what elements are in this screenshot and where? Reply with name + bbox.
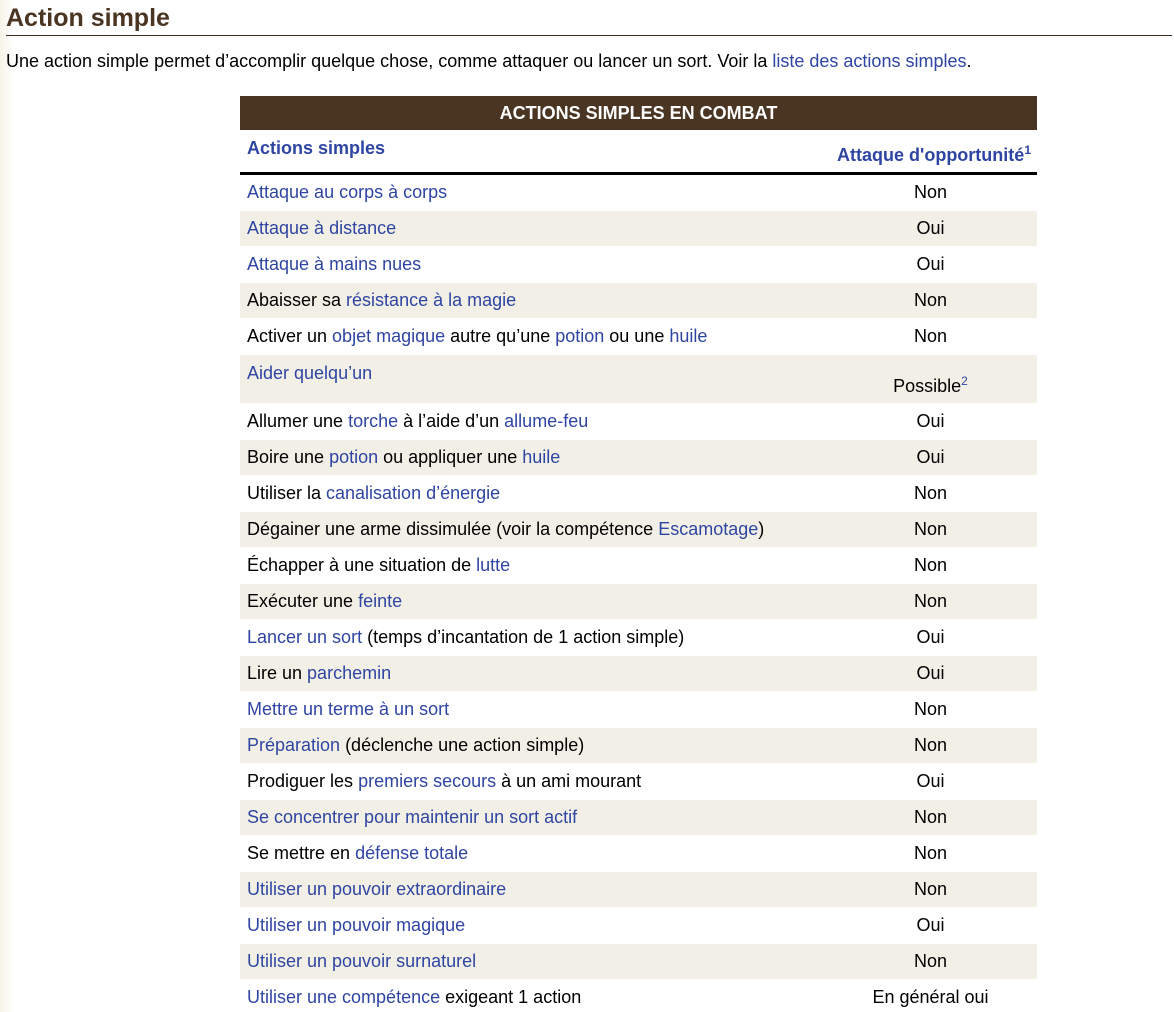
action-link[interactable]: canalisation d’énergie: [326, 483, 501, 503]
table-row: [240, 908, 1037, 944]
action-link[interactable]: parchemin: [307, 663, 392, 683]
aoo-value: Oui: [916, 915, 945, 935]
action-link[interactable]: huile: [522, 447, 561, 467]
action-cell: [240, 944, 824, 980]
action-link[interactable]: Utiliser un pouvoir magique: [247, 915, 466, 935]
action-cell: [240, 512, 824, 548]
aoo-cell: [824, 355, 1037, 404]
table-row: [240, 476, 1037, 512]
aoo-cell: [824, 247, 1037, 283]
table-row: [240, 944, 1037, 980]
aoo-value: Non: [913, 182, 948, 202]
action-cell: [240, 174, 824, 211]
aoo-cell: [824, 476, 1037, 512]
intro-text: Une action simple permet d’accomplir quelque chose, comme attaquer ou lancer un sort. Voir la: [6, 51, 773, 71]
action-text: Exécuter une: [247, 591, 359, 611]
aoo-value: Non: [913, 735, 948, 755]
aoo-cell: [824, 620, 1037, 656]
table-row: [240, 174, 1037, 211]
action-link[interactable]: lutte: [476, 555, 511, 575]
combat-actions-table-wrapper: [240, 96, 1037, 1012]
action-cell: [240, 355, 824, 404]
action-link[interactable]: feinte: [358, 591, 403, 611]
aoo-value: Oui: [916, 411, 945, 431]
combat-actions-table: [240, 96, 1037, 1012]
aoo-cell: [824, 980, 1037, 1012]
aoo-value: Non: [913, 951, 948, 971]
action-link[interactable]: Attaque au corps à corps: [247, 182, 448, 202]
action-link[interactable]: résistance à la magie: [346, 290, 517, 310]
action-cell: [240, 764, 824, 800]
action-text: à l’aide d’un: [398, 411, 505, 431]
action-text: ): [758, 519, 765, 539]
header-actions: Actions simples: [240, 130, 824, 174]
action-cell: [240, 980, 824, 1012]
aoo-cell: [824, 836, 1037, 872]
table-row: [240, 656, 1037, 692]
title-divider: [6, 35, 1172, 36]
action-link[interactable]: Lancer un sort: [247, 627, 363, 647]
action-link[interactable]: Utiliser une compétence: [247, 987, 441, 1007]
action-cell: [240, 548, 824, 584]
action-link[interactable]: potion: [329, 447, 379, 467]
action-link[interactable]: Préparation: [247, 735, 341, 755]
table-row: [240, 283, 1037, 319]
intro-paragraph: [6, 50, 972, 72]
action-link[interactable]: Mettre un terme à un sort: [247, 699, 450, 719]
table-row: [240, 872, 1037, 908]
header-aoo-label: Attaque d'opportunité: [837, 145, 1025, 165]
aoo-cell: [824, 800, 1037, 836]
table-row: [240, 584, 1037, 620]
action-cell: [240, 476, 824, 512]
aoo-value: Non: [913, 290, 948, 310]
action-link[interactable]: Attaque à distance: [247, 218, 397, 238]
action-link[interactable]: Se concentrer pour maintenir un sort actif: [247, 807, 578, 827]
action-text: Dégainer une arme dissimulée (voir la compétence: [247, 519, 659, 539]
aoo-cell: [824, 692, 1037, 728]
aoo-value: Oui: [916, 447, 945, 467]
action-link[interactable]: Utiliser un pouvoir extraordinaire: [247, 879, 507, 899]
action-link[interactable]: torche: [348, 411, 399, 431]
action-cell: [240, 440, 824, 476]
action-text: Se mettre en: [247, 843, 356, 863]
action-cell: [240, 319, 824, 355]
action-cell: [240, 872, 824, 908]
aoo-value: Oui: [916, 218, 945, 238]
footnote-ref-2[interactable]: [961, 374, 968, 388]
aoo-cell: [824, 283, 1037, 319]
aoo-value: Non: [913, 807, 948, 827]
aoo-value: Non: [913, 699, 948, 719]
action-text: Utiliser la: [247, 483, 327, 503]
action-text: ou une: [604, 326, 670, 346]
action-cell: [240, 584, 824, 620]
aoo-cell: [824, 944, 1037, 980]
footnote-link-1[interactable]: 1: [1024, 143, 1031, 157]
aoo-value: Oui: [916, 771, 945, 791]
action-cell: [240, 692, 824, 728]
action-text: Abaisser sa: [247, 290, 347, 310]
action-cell: [240, 283, 824, 319]
table-row: [240, 440, 1037, 476]
table-row: [240, 764, 1037, 800]
action-cell: [240, 211, 824, 247]
aoo-value: Non: [913, 879, 948, 899]
aoo-cell: [824, 174, 1037, 211]
table-row: [240, 548, 1037, 584]
table-row: [240, 620, 1037, 656]
action-text: Lire un: [247, 663, 308, 683]
action-text: Activer un: [247, 326, 333, 346]
table-row: [240, 404, 1037, 440]
aoo-value: Possible: [893, 376, 962, 396]
action-text: exigeant 1 action: [440, 987, 582, 1007]
action-text: Boire une: [247, 447, 330, 467]
aoo-cell: [824, 764, 1037, 800]
action-text: Allumer une: [247, 411, 349, 431]
aoo-cell: [824, 548, 1037, 584]
table-row: [240, 247, 1037, 283]
table-row: [240, 512, 1037, 548]
action-link[interactable]: huile: [669, 326, 708, 346]
action-link[interactable]: allume-feu: [504, 411, 589, 431]
aoo-cell: [824, 656, 1037, 692]
aoo-value: Non: [913, 591, 948, 611]
footnote-link-2[interactable]: 2: [961, 374, 968, 388]
table-caption: ACTIONS SIMPLES EN COMBAT: [240, 96, 1037, 130]
aoo-cell: [824, 872, 1037, 908]
action-cell: [240, 908, 824, 944]
action-cell: [240, 656, 824, 692]
aoo-value: Non: [913, 843, 948, 863]
aoo-cell: [824, 211, 1037, 247]
aoo-value: Oui: [916, 663, 945, 683]
aoo-value: Oui: [916, 627, 945, 647]
action-link[interactable]: Utiliser un pouvoir surnaturel: [247, 951, 477, 971]
action-link[interactable]: objet magique: [332, 326, 446, 346]
section-title: Action simple: [6, 4, 170, 32]
footnote-ref-1[interactable]: [1024, 143, 1031, 157]
aoo-cell: [824, 319, 1037, 355]
action-cell: [240, 836, 824, 872]
aoo-cell: [824, 440, 1037, 476]
action-text: à un ami mourant: [496, 771, 642, 791]
action-cell: [240, 404, 824, 440]
table-row: [240, 800, 1037, 836]
action-cell: [240, 247, 824, 283]
header-attack-of-opportunity: [824, 130, 1037, 174]
table-row: [240, 692, 1037, 728]
action-link[interactable]: défense totale: [355, 843, 469, 863]
action-link[interactable]: Escamotage: [658, 519, 759, 539]
table-row: [240, 319, 1037, 355]
table-header-row: [240, 130, 1037, 174]
action-text: (déclenche une action simple): [340, 735, 585, 755]
simple-actions-list-link[interactable]: liste des actions simples: [772, 51, 967, 71]
action-cell: [240, 728, 824, 764]
table-row: [240, 728, 1037, 764]
action-text: ou appliquer une: [378, 447, 523, 467]
aoo-cell: [824, 584, 1037, 620]
action-text: (temps d’incantation de 1 action simple): [362, 627, 685, 647]
aoo-value: Non: [913, 519, 948, 539]
table-row: [240, 211, 1037, 247]
action-text: Échapper à une situation de: [247, 555, 477, 575]
aoo-value: Non: [913, 555, 948, 575]
table-row: [240, 355, 1037, 404]
aoo-cell: [824, 908, 1037, 944]
table-row: [240, 980, 1037, 1012]
aoo-cell: [824, 404, 1037, 440]
intro-text-end: .: [966, 51, 972, 71]
aoo-cell: [824, 728, 1037, 764]
action-text: Prodiguer les: [247, 771, 359, 791]
action-link[interactable]: potion: [555, 326, 605, 346]
action-link[interactable]: premiers secours: [358, 771, 497, 791]
aoo-value: Non: [913, 483, 948, 503]
action-link[interactable]: Aider quelqu’un: [247, 363, 373, 383]
aoo-value: Oui: [916, 254, 945, 274]
action-cell: [240, 620, 824, 656]
table-row: [240, 836, 1037, 872]
aoo-value: Non: [913, 326, 948, 346]
action-text: autre qu’une: [445, 326, 556, 346]
action-cell: [240, 800, 824, 836]
action-link[interactable]: Attaque à mains nues: [247, 254, 422, 274]
aoo-cell: [824, 512, 1037, 548]
aoo-value: En général oui: [872, 987, 989, 1007]
table-body: [240, 174, 1037, 1012]
